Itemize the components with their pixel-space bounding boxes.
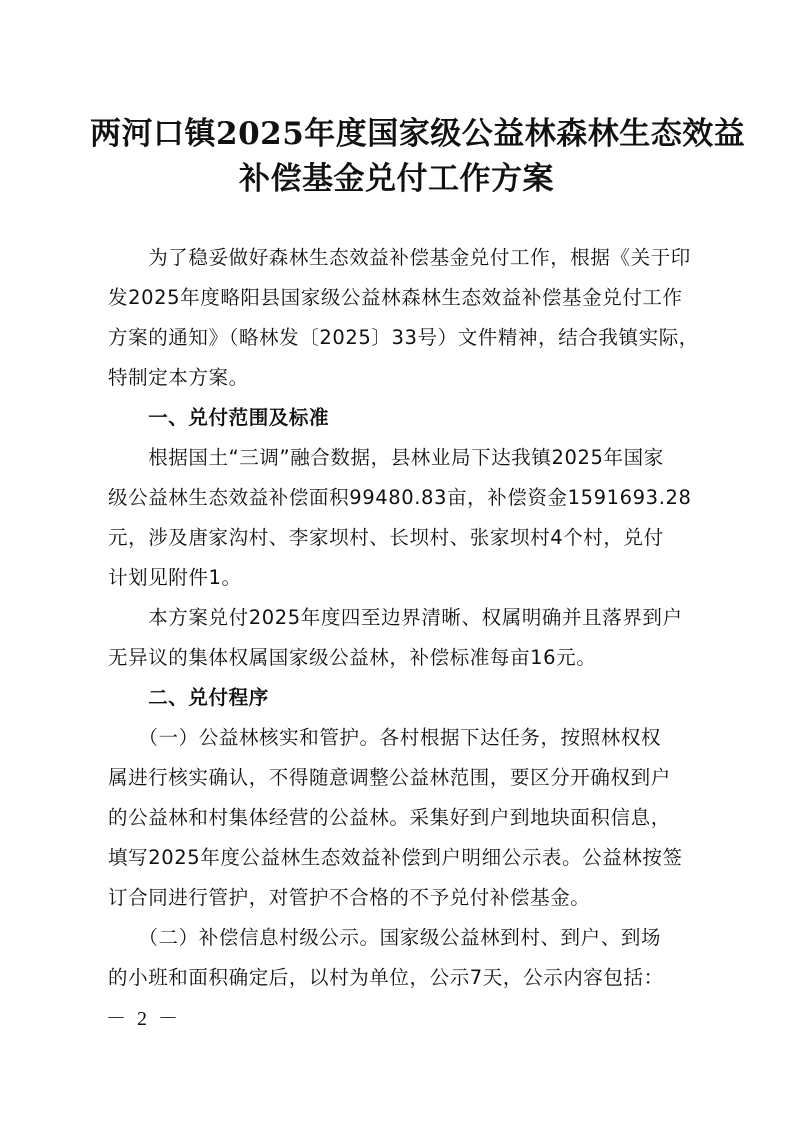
paragraph-line: 属进行核实确认，不得随意调整公益林范围，要区分开确权到户 [108,766,671,789]
page-number: － 2 － [106,1008,181,1030]
paragraph-line: （一）公益林核实和管护。各村根据下达任务，按照林权权 [108,726,662,749]
paragraph-line: 的小班和面积确定后，以村为单位，公示7天，公示内容包括： [108,966,664,989]
paragraph-line: 无异议的集体权属国家级公益林，补偿标准每亩16元。 [108,646,597,669]
paragraph-line: 填写2025年度公益林生态效益补偿到户明细公示表。公益林按签 [108,846,683,869]
paragraph-line: 级公益林生态效益补偿面积99480.83亩，补偿资金1591693.28 [108,486,692,509]
document-title-line-2: 补偿基金兑付工作方案 [239,161,554,197]
paragraph-line: 计划见附件1。 [108,566,242,589]
paragraph-line: 订合同进行管护，对管护不合格的不予兑付补偿基金。 [108,886,591,909]
paragraph-line: （二）补偿信息村级公示。国家级公益林到村、到户、到场 [108,926,662,949]
paragraph-line: 根据国土“三调”融合数据，县林业局下达我镇2025年国家 [108,446,664,469]
paragraph-line: 元，涉及唐家沟村、李家坝村、长坝村、张家坝村4个村，兑付 [108,526,664,549]
paragraph-line: 发2025年度略阳县国家级公益林森林生态效益补偿基金兑付工作 [108,286,683,309]
paragraph-line: 的公益林和村集体经营的公益林。采集好到户到地块面积信息， [108,806,671,829]
section-heading-procedure: 二、兑付程序 [108,686,269,709]
paragraph-line: 特制定本方案。 [108,366,249,389]
paragraph-line: 方案的通知》（略林发〔2025〕33号）文件精神，结合我镇实际， [108,326,699,349]
document-title-line-1: 两河口镇2025年度国家级公益林森林生态效益 [90,116,746,152]
paragraph-line: 本方案兑付2025年度四至边界清晰、权属明确并且落界到户 [108,606,683,629]
paragraph-line: 为了稳妥做好森林生态效益补偿基金兑付工作，根据《关于印 [108,246,691,269]
section-heading-scope: 一、兑付范围及标准 [108,406,330,429]
